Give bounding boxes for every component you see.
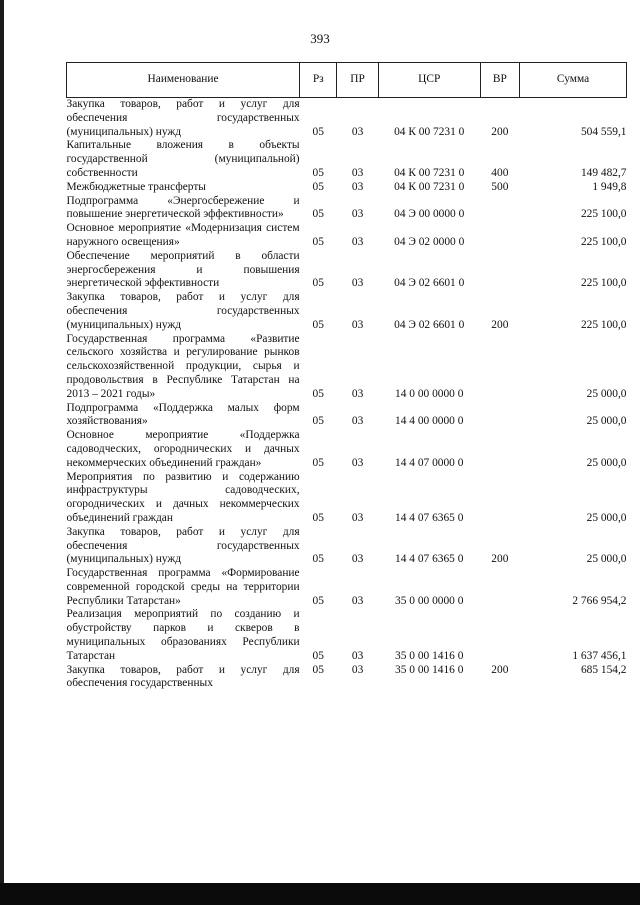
cell-csr: 14 0 00 0000 0 [395, 387, 464, 400]
cell-rz: 05 [312, 387, 324, 400]
cell-vr [480, 250, 519, 291]
cell-sum: 685 154,2 [580, 663, 627, 676]
cell-rz: 05 [312, 235, 324, 248]
table-row [67, 181, 627, 195]
cell-rz: 05 [312, 415, 324, 428]
table-row [67, 195, 627, 223]
table-row [67, 98, 627, 140]
cell-csr: 04 Э 02 6601 0 [394, 318, 465, 331]
cell-pr: 03 [351, 318, 364, 331]
cell-pr: 03 [351, 125, 364, 138]
cell-sum: 1 949,8 [592, 180, 627, 193]
table-row [67, 608, 627, 663]
cell-sum: 25 000,0 [586, 456, 627, 469]
header-name: Наименование [67, 63, 300, 98]
cell-name: Капитальные вложения в объекты государственной (муниципальной) собственности [66, 139, 300, 179]
table-row [67, 526, 627, 567]
cell-rz: 05 [312, 208, 324, 221]
cell-csr: 35 0 00 0000 0 [395, 594, 464, 607]
cell-csr: 14 4 07 6365 0 [395, 553, 464, 566]
cell-csr: 14 4 00 0000 0 [395, 415, 464, 428]
cell-pr: 03 [351, 208, 364, 221]
cell-name: Подпрограмма «Поддержка малых форм хозяйствования» [66, 401, 300, 428]
table-row [67, 333, 627, 402]
cell-sum: 25 000,0 [586, 511, 627, 524]
table-body [67, 98, 627, 692]
cell-vr [480, 333, 519, 402]
header-pr: ПР [337, 63, 378, 98]
cell-rz: 05 [312, 318, 324, 331]
cell-pr: 03 [351, 235, 364, 248]
header-csr: ЦСР [378, 63, 480, 98]
cell-vr: 500 [491, 180, 509, 193]
cell-vr: 200 [491, 663, 509, 676]
table-row [67, 567, 627, 608]
cell-name: Государственная программа «Развитие сельского хозяйства и регулирование рынков сельскохозяйственной продукции, сырья и продовольствия в Республике Татарстан на 2013 – 2021 годы» [66, 332, 300, 400]
cell-sum: 25 000,0 [586, 387, 627, 400]
cell-vr: 400 [491, 166, 509, 179]
cell-sum: 25 000,0 [586, 415, 627, 428]
scan-bottom-border [0, 883, 640, 905]
table-row [67, 471, 627, 526]
cell-name: Государственная программа «Формирование современной городской среды на территории Республики Татарстан» [66, 567, 300, 607]
cell-rz: 05 [312, 125, 324, 138]
cell-pr: 03 [351, 456, 364, 469]
cell-sum: 225 100,0 [580, 235, 627, 248]
cell-vr [480, 608, 519, 663]
cell-rz: 05 [312, 180, 324, 193]
cell-vr [480, 429, 519, 470]
cell-pr: 03 [351, 649, 364, 662]
cell-csr: 04 Э 02 0000 0 [394, 235, 465, 248]
cell-pr: 03 [351, 277, 364, 290]
cell-rz: 05 [312, 663, 324, 676]
cell-pr: 03 [351, 180, 364, 193]
cell-rz: 05 [312, 649, 324, 662]
cell-pr: 03 [351, 166, 364, 179]
cell-name: Закупка товаров, работ и услуг для обеспечения государственных (муниципальных) нужд [66, 525, 300, 566]
cell-name: Подпрограмма «Энергосбережение и повышение энергетической эффективности» [66, 194, 300, 221]
cell-vr [480, 567, 519, 608]
cell-pr: 03 [351, 415, 364, 428]
cell-vr [480, 402, 519, 430]
cell-rz: 05 [312, 166, 324, 179]
cell-csr: 14 4 07 6365 0 [395, 511, 464, 524]
cell-rz: 05 [312, 456, 324, 469]
cell-csr: 04 К 00 7231 0 [394, 180, 465, 193]
cell-name: Мероприятия по развитию и содержанию инфраструктуры садоводческих, огороднических и дачных некоммерческих объединений граждан [66, 470, 300, 524]
table-header [67, 63, 627, 98]
cell-pr: 03 [351, 663, 364, 676]
cell-csr: 04 К 00 7231 0 [394, 125, 465, 138]
cell-name: Межбюджетные трансферты [66, 180, 206, 193]
cell-sum: 504 559,1 [580, 125, 627, 138]
cell-rz: 05 [312, 594, 324, 607]
cell-sum: 2 766 954,2 [572, 594, 627, 607]
cell-name: Закупка товаров, работ и услуг для обеспечения государственных (муниципальных) нужд [66, 291, 300, 331]
table-row [67, 664, 627, 692]
cell-sum: 225 100,0 [580, 318, 627, 331]
cell-rz: 05 [312, 553, 324, 566]
cell-sum: 1 637 456,1 [572, 649, 627, 662]
cell-pr: 03 [351, 553, 364, 566]
cell-pr: 03 [351, 594, 364, 607]
cell-sum: 149 482,7 [580, 166, 627, 179]
cell-pr: 03 [351, 387, 364, 400]
cell-vr [480, 195, 519, 223]
cell-vr: 200 [491, 318, 509, 331]
cell-csr: 35 0 00 1416 0 [395, 663, 464, 676]
cell-csr: 04 Э 02 6601 0 [394, 277, 465, 290]
cell-csr: 14 4 07 0000 0 [395, 456, 464, 469]
cell-pr: 03 [351, 511, 364, 524]
cell-vr: 200 [491, 553, 509, 566]
cell-name: Обеспечение мероприятий в области энергосбережения и повышения энергетической эффективности [66, 249, 300, 290]
table-row [67, 250, 627, 291]
cell-sum: 25 000,0 [586, 553, 627, 566]
cell-vr [480, 222, 519, 250]
cell-rz: 05 [312, 511, 324, 524]
cell-sum: 225 100,0 [580, 208, 627, 221]
table-row [67, 291, 627, 332]
cell-name: Закупка товаров, работ и услуг для обеспечения государственных (муниципальных) нужд [66, 98, 300, 138]
cell-name: Закупка товаров, работ и услуг для обеспечения государственных [66, 663, 300, 690]
header-rz: Рз [300, 63, 337, 98]
page-number: 393 [310, 31, 330, 46]
header-sum: Сумма [520, 63, 627, 98]
scan-left-edge [0, 0, 4, 905]
cell-csr: 04 К 00 7231 0 [394, 166, 465, 179]
cell-name: Основное мероприятие «Модернизация систем наружного освещения» [66, 222, 300, 248]
cell-csr: 04 Э 00 0000 0 [394, 208, 465, 221]
table-row [67, 222, 627, 250]
cell-name: Реализация мероприятий по созданию и обустройству парков и скверов в муниципальных образованиях Республики Татарстан [66, 608, 300, 662]
table-row [67, 139, 627, 180]
cell-csr: 35 0 00 1416 0 [395, 649, 464, 662]
cell-sum: 225 100,0 [580, 277, 627, 290]
cell-name: Основное мероприятие «Поддержка садоводческих, огороднических и дачных некоммерческих объединений граждан» [66, 429, 300, 469]
table-row [67, 429, 627, 470]
table-row [67, 402, 627, 430]
cell-vr [480, 471, 519, 526]
budget-table [66, 62, 627, 691]
cell-vr: 200 [491, 125, 509, 138]
cell-rz: 05 [312, 277, 324, 290]
header-vr: ВР [480, 63, 519, 98]
